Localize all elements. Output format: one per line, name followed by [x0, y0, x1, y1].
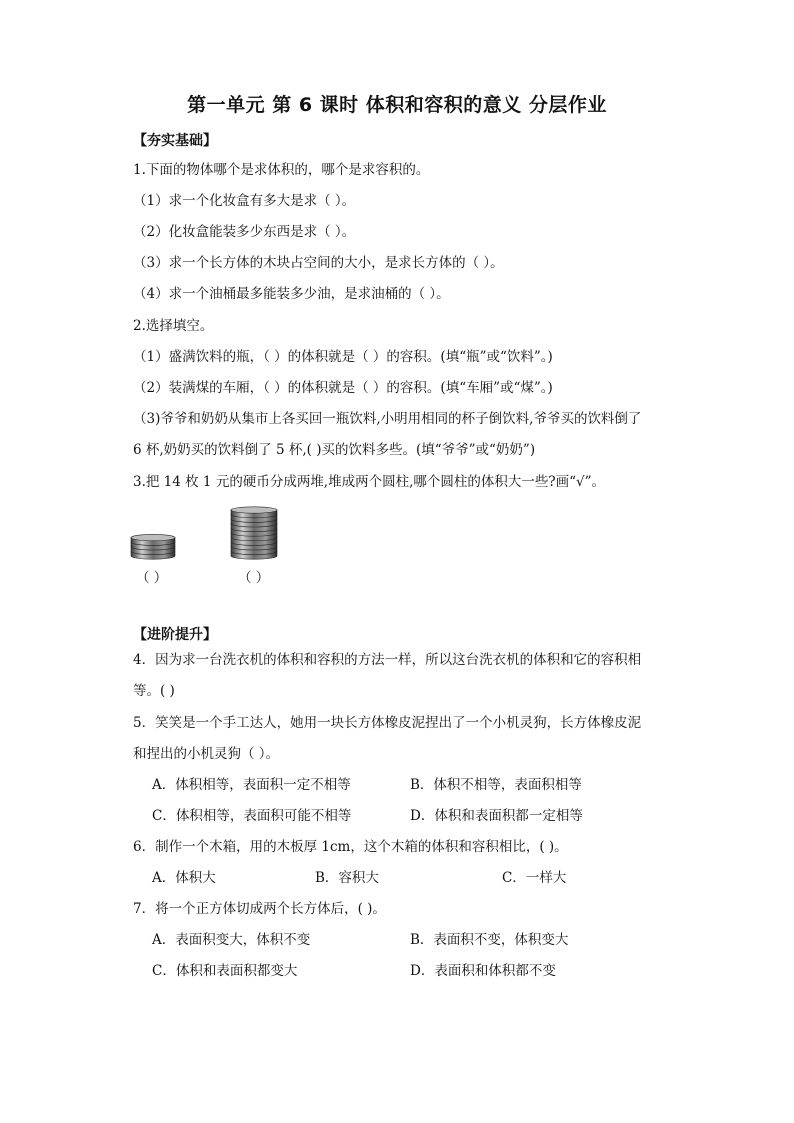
- question-1-stem: 1.下面的物体哪个是求体积的，哪个是求容积的。: [133, 162, 430, 178]
- question-5-line-2: 和捏出的小机灵狗（ ）。: [133, 746, 280, 762]
- page-title: 第一单元 第 6 课时 体积和容积的意义 分层作业: [187, 94, 607, 116]
- coin-top: [131, 534, 175, 540]
- question-2-item-3-cont: 6 杯,奶奶买的饮料倒了 5 杯,( )买的饮料多些。(填“爷爷”或“奶奶”): [133, 442, 536, 458]
- question-6-option-b[interactable]: B．容积大: [315, 870, 379, 886]
- answer-blank-a[interactable]: （ ）: [136, 570, 168, 586]
- question-6-option-c[interactable]: C．一样大: [502, 870, 567, 886]
- question-3-stem: 3.把 14 枚 1 元的硬币分成两堆,堆成两个圆柱,哪个圆柱的体积大一些?画“√”。: [133, 474, 606, 490]
- section-heading-basic: 【夯实基础】: [133, 133, 217, 149]
- coin-stack-large: [230, 500, 284, 560]
- coin-stack-small: [130, 500, 180, 560]
- question-2-item-3: （3)爷爷和奶奶从集市上各买回一瓶饮料,小明用相同的杯子倒饮料,爷爷买的饮料倒了: [133, 411, 642, 427]
- question-5-option-a[interactable]: A．体积相等，表面积一定不相等: [152, 777, 351, 793]
- question-5-option-d[interactable]: D．体积和表面积都一定相等: [410, 808, 583, 824]
- question-7-option-d[interactable]: D．表面积和体积都不变: [410, 963, 556, 979]
- question-5-line-1: 5．笑笑是一个手工达人，她用一块长方体橡皮泥捏出了一个小机灵狗，长方体橡皮泥: [133, 715, 642, 731]
- question-7-option-a[interactable]: A．表面积变大，体积不变: [152, 932, 311, 948]
- question-1-item-1: （1）求一个化妆盒有多大是求（ ）。: [133, 193, 356, 209]
- question-7-option-b[interactable]: B．表面积不变，体积变大: [410, 932, 569, 948]
- coin-top: [231, 507, 277, 513]
- question-2-stem: 2.选择填空。: [133, 318, 214, 334]
- section-heading-advanced: 【进阶提升】: [133, 627, 217, 643]
- question-1-item-2: （2）化妆盒能装多少东西是求（ ）。: [133, 224, 356, 240]
- question-2-item-2: （2）装满煤的车厢，（ ）的体积就是（ ）的容积。(填“车厢”或“煤”。): [133, 380, 553, 396]
- question-5-option-b[interactable]: B．体积不相等，表面积相等: [410, 777, 582, 793]
- question-1-item-3: （3）求一个长方体的木块占空间的大小，是求长方体的（ ）。: [133, 255, 504, 271]
- question-2-item-1: （1）盛满饮料的瓶，（ ）的体积就是（ ）的容积。(填“瓶”或“饮料”。): [133, 349, 553, 365]
- question-5-option-c[interactable]: C．体积相等，表面积可能不相等: [152, 808, 352, 824]
- question-7-stem: 7．将一个正方体切成两个长方体后，( )。: [133, 901, 386, 917]
- question-6-stem: 6．制作一个木箱，用的木板厚 1cm，这个木箱的体积和容积相比，( )。: [133, 839, 568, 855]
- question-4-line-2: 等。( ): [133, 683, 175, 699]
- answer-blank-b[interactable]: （ ）: [238, 570, 270, 586]
- question-6-option-a[interactable]: A．体积大: [152, 870, 216, 886]
- question-7-option-c[interactable]: C．体积和表面积都变大: [152, 963, 298, 979]
- question-1-item-4: （4）求一个油桶最多能装多少油，是求油桶的（ ）。: [133, 286, 450, 302]
- question-4-line-1: 4．因为求一台洗衣机的体积和容积的方法一样，所以这台洗衣机的体积和它的容积相: [133, 652, 642, 668]
